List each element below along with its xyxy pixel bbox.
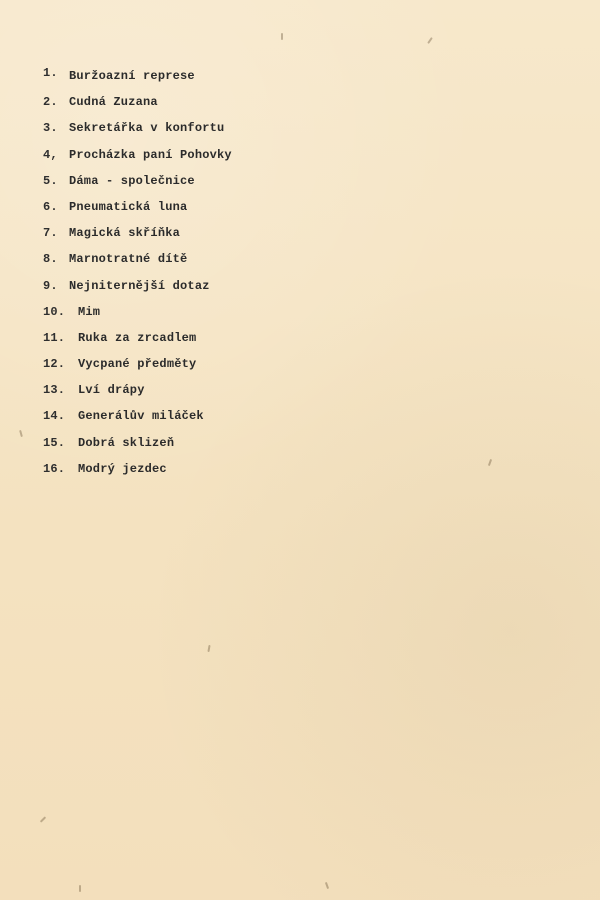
list-item: [43, 197, 403, 223]
item-title: Marnotratné dítě: [69, 252, 188, 267]
item-number: 16.: [43, 461, 66, 476]
item-number: 12.: [43, 357, 66, 372]
item-title: Magická skříňka: [69, 226, 181, 241]
item-title: Pneumatická luna: [69, 199, 188, 214]
item-number: 1.: [43, 66, 58, 80]
list-item: [43, 118, 403, 144]
titles-list: [43, 66, 403, 485]
item-number: 14.: [43, 409, 66, 424]
item-title: Cudná Zuzana: [69, 95, 158, 110]
list-item: [43, 328, 403, 354]
list-item: [43, 433, 403, 459]
item-title: Mim: [78, 304, 101, 319]
paper-fiber-mark: [79, 885, 81, 892]
list-item: [43, 145, 403, 171]
item-number: 13.: [43, 383, 66, 398]
item-number: 10.: [43, 304, 66, 319]
list-item: [43, 354, 403, 380]
item-number: 6.: [43, 199, 58, 214]
item-title: Generálův miláček: [78, 409, 204, 424]
list-item: [43, 276, 403, 302]
item-title: Modrý jezdec: [78, 461, 167, 476]
list-item: [43, 171, 403, 197]
item-title: Lví drápy: [78, 383, 145, 398]
item-title: Vycpané předměty: [78, 357, 197, 372]
item-number: 9.: [43, 278, 58, 293]
item-title: Nejniternější dotaz: [69, 278, 210, 293]
paper-fiber-mark: [488, 459, 492, 466]
list-item: [43, 380, 403, 406]
item-title: Dáma - společnice: [69, 173, 195, 188]
item-title: Sekretářka v konfortu: [69, 121, 225, 136]
paper-fiber-mark: [281, 33, 283, 40]
list-item: [43, 92, 403, 118]
list-item: [43, 406, 403, 432]
item-title: Ruka za zrcadlem: [78, 330, 197, 345]
paper-fiber-mark: [427, 37, 433, 44]
item-number: 15.: [43, 435, 66, 450]
list-item: [43, 223, 403, 249]
list-item: [43, 249, 403, 275]
paper-fiber-mark: [19, 430, 23, 437]
item-number: 3.: [43, 121, 58, 136]
item-number: 2.: [43, 95, 58, 110]
paper-fiber-mark: [325, 882, 329, 889]
item-number: 5.: [43, 173, 58, 188]
item-number: 11.: [43, 330, 66, 345]
item-number: 4,: [43, 147, 58, 162]
item-title: Dobrá sklizeň: [78, 435, 175, 450]
list-item: [43, 459, 403, 485]
item-title: Buržoazní represe: [69, 69, 195, 83]
list-item: [43, 66, 403, 92]
item-title: Procházka paní Pohovky: [69, 147, 232, 162]
paper-fiber-mark: [207, 645, 210, 652]
item-number: 7.: [43, 226, 58, 241]
item-number: 8.: [43, 252, 58, 267]
list-item: [43, 302, 403, 328]
paper-fiber-mark: [40, 816, 46, 822]
